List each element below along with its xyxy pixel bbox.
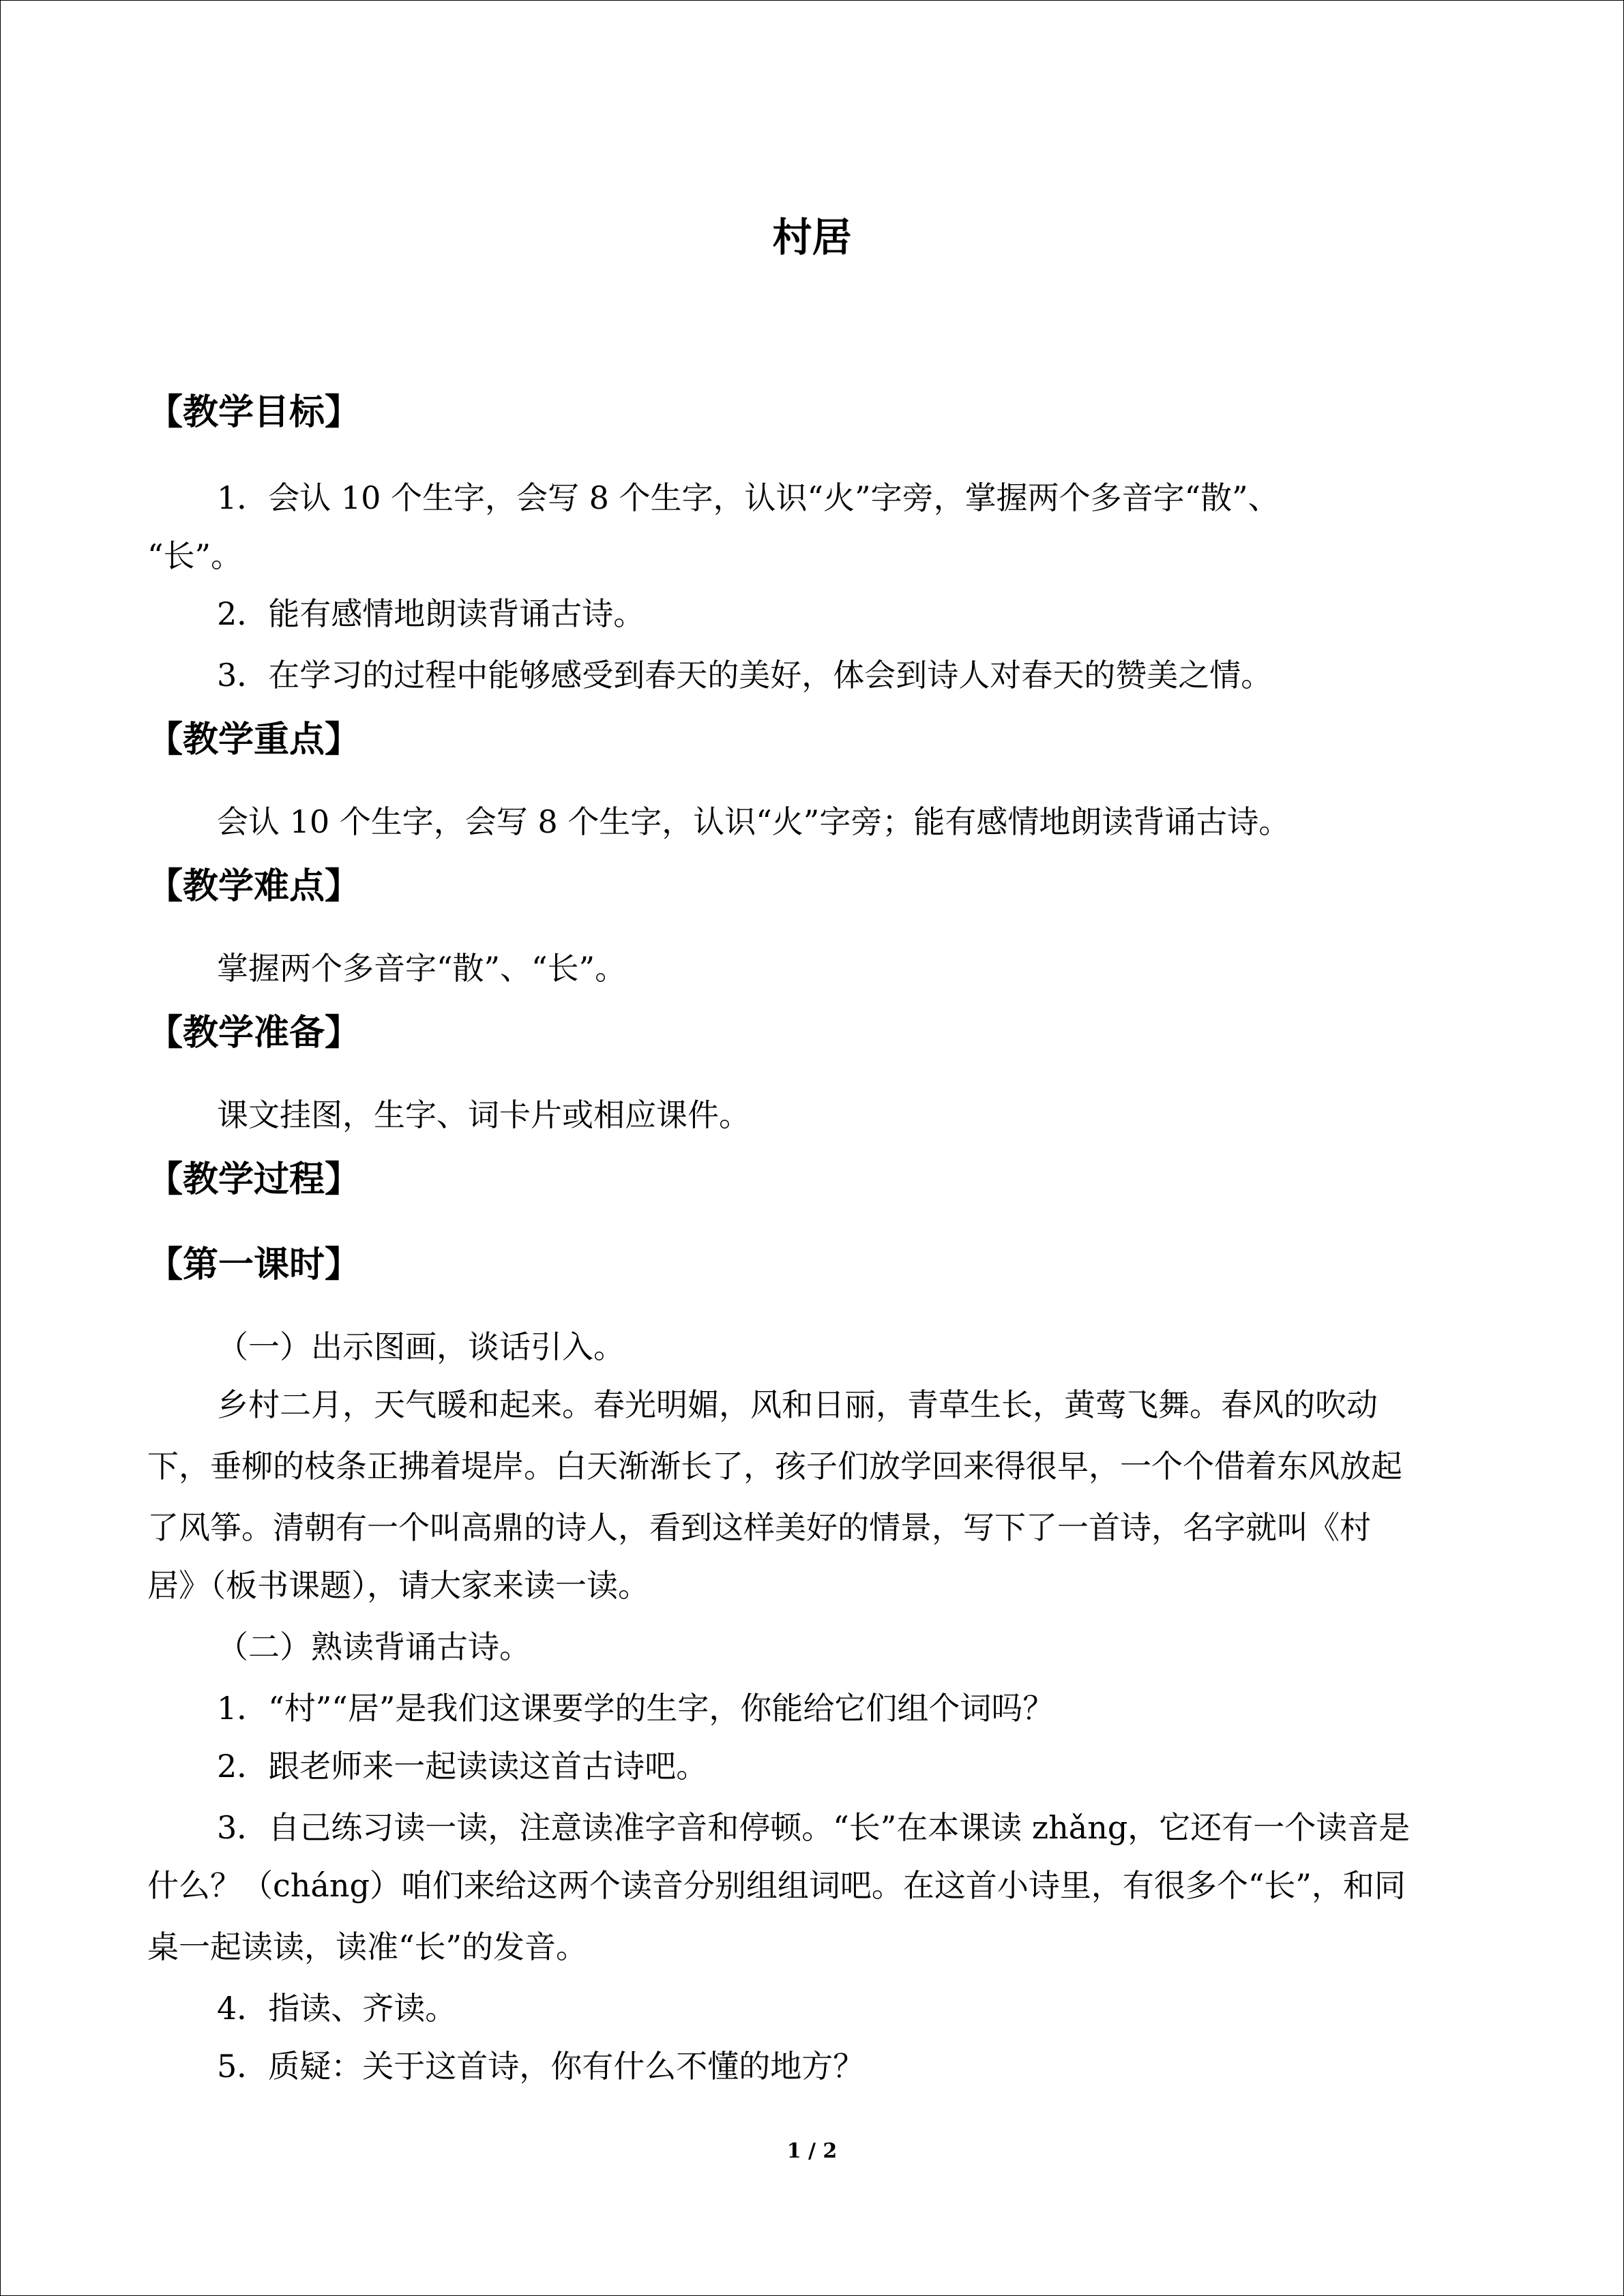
- lesson1-line: 3．自己练习读一读，注意读准字音和停顿。“长”在本课读 zhǎng，它还有一个读音是: [217, 1809, 1411, 1846]
- heading-difficulties: 【教学难点】: [147, 866, 361, 907]
- difficulties-line: 掌握两个多音字“散”、“长”。: [217, 950, 627, 987]
- preparation-line: 课文挂图，生字、词卡片或相应课件。: [217, 1097, 750, 1133]
- heading-process: 【教学过程】: [147, 1159, 361, 1200]
- lesson1-line: 1．“村”“居”是我们这课要学的生字，你能给它们组个词吗？: [217, 1690, 1054, 1727]
- lesson1-line: 了风筝。清朝有一个叫高鼎的诗人，看到这样美好的情景，写下了一首诗，名字就叫《村: [147, 1509, 1371, 1546]
- heading-preparation: 【教学准备】: [147, 1013, 361, 1054]
- goals-line: 2．能有感情地朗读背诵古诗。: [217, 595, 645, 632]
- heading-keypoints: 【教学重点】: [147, 719, 361, 760]
- lesson1-line: 乡村二月，天气暖和起来。春光明媚，风和日丽，青草生长，黄莺飞舞。春风的吹动: [217, 1386, 1378, 1423]
- goals-line: “长”。: [147, 537, 243, 574]
- page-number: 1 / 2: [786, 2139, 838, 2163]
- lesson1-line: 4．指读、齐读。: [217, 1990, 457, 2027]
- goals-line: 3．在学习的过程中能够感受到春天的美好，体会到诗人对春天的赞美之情。: [217, 657, 1273, 694]
- heading-lesson1: 【第一课时】: [147, 1244, 361, 1285]
- lesson1-line: 下，垂柳的枝条正拂着堤岸。白天渐渐长了，孩子们放学回来得很早，一个个借着东风放起: [147, 1448, 1402, 1485]
- lesson1-line: （一）出示图画，谈话引入。: [217, 1328, 625, 1365]
- lesson1-line: （二）熟读背诵古诗。: [217, 1628, 531, 1665]
- page-title: 村居: [772, 214, 852, 260]
- heading-goals: 【教学目标】: [147, 392, 361, 433]
- goals-line: 1．会认 10 个生字，会写 8 个生字，认识“火”字旁，掌握两个多音字“散”、: [217, 479, 1280, 516]
- lesson1-line: 桌一起读读，读准“长”的发音。: [147, 1928, 588, 1965]
- lesson1-line: 居》（板书课题），请大家来读一读。: [147, 1567, 649, 1604]
- lesson1-line: 5．质疑：关于这首诗，你有什么不懂的地方？: [217, 2048, 865, 2085]
- keypoints-line: 会认 10 个生字，会写 8 个生字，认识“火”字旁；能有感情地朗读背诵古诗。: [217, 803, 1290, 840]
- lesson1-line: 2．跟老师来一起读读这首古诗吧。: [217, 1748, 708, 1785]
- lesson1-line: 什么？（cháng）咱们来给这两个读音分别组组词吧。在这首小诗里，有很多个“长”，和同: [147, 1867, 1406, 1904]
